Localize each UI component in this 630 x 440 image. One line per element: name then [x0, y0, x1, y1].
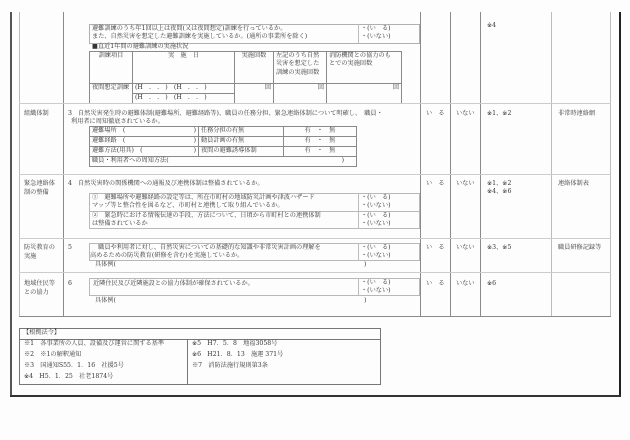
emergency-sub1-no[interactable]: ・(いない)	[361, 202, 391, 209]
education-number: 5	[68, 244, 72, 251]
drill-date-1[interactable]: (H . . ) (H . . )	[133, 84, 235, 94]
community-number: 6	[68, 280, 72, 287]
education-example-label[interactable]: 具体例(	[95, 261, 116, 268]
education-refs: ※3、※5	[487, 244, 512, 251]
row-divider-organization	[19, 103, 611, 104]
evac-night-label: 夜間の避難誘導体制	[199, 147, 284, 157]
community-question: 近隣住民及び近隣施設との協力体制が確保されているか。	[93, 280, 254, 287]
evac-night-choice[interactable]: 有 ・ 無	[284, 147, 357, 157]
drill-header-fire-line-1: 消防機関との協力のも	[329, 52, 391, 59]
education-question-line-1: 職員や利用者に対し、自然災害についての基礎的な知識や非常災害計画の理解を	[92, 244, 321, 251]
organization-no[interactable]: いない	[456, 110, 475, 117]
emergency-sub2-no[interactable]: ・(いない)	[361, 220, 391, 227]
education-yes[interactable]: い る	[426, 244, 445, 251]
community-answer-divider	[358, 278, 359, 296]
drill-header-fire-dept	[327, 52, 402, 84]
legal-basis-left-1: ※1 各事業所の人員、設備及び運営に関する基準	[24, 340, 165, 347]
row-divider-education	[19, 238, 611, 239]
education-question-line-2: 高めるための防災教育(研修を含む)を実施しているか。	[90, 252, 244, 259]
evac-mobilize-label: 動員計画の有無	[199, 137, 284, 147]
evac-method-close: )	[193, 147, 196, 154]
evac-route-label: 避難経路 (	[92, 137, 126, 144]
evac-item-place[interactable]	[90, 127, 199, 137]
community-category-line-1: 地域住民等	[24, 280, 55, 287]
emergency-sub1-line-1: ① 避難場所や避難経路の設定等は、所在市町村の地域防災計画や津波ハザード	[92, 194, 315, 201]
night-drill-answer-no[interactable]: ・(いない)	[361, 33, 391, 40]
night-drill-answer-divider	[358, 24, 359, 44]
education-answer-no[interactable]: ・(いない)	[361, 252, 391, 259]
community-refs: ※6	[487, 280, 497, 287]
organization-question-line-1: 自然災害発生時の避難体制(避難場所、避難経路等)、職員の任務分担、緊急連絡体制について明確し、 職員・	[78, 110, 383, 117]
night-drill-answer-yes[interactable]: ・(い る)	[361, 25, 391, 32]
community-category-line-2: との協力	[24, 289, 49, 296]
evac-item-route[interactable]	[90, 137, 199, 147]
evac-mobilize-choice[interactable]: 有 ・ 無	[284, 137, 357, 147]
education-docs: 職員研修記録等	[558, 244, 602, 251]
drill-date-2[interactable]: (H . . ) (H . . )	[133, 94, 235, 104]
education-category-line-2: 実施	[24, 253, 37, 260]
evac-notify-method[interactable]	[90, 157, 357, 167]
education-answer-divider	[358, 243, 359, 261]
education-answer-yes[interactable]: ・(い る)	[361, 244, 391, 251]
community-example-label[interactable]: 具体例(	[95, 297, 116, 304]
emergency-sub2-line-1: ② 緊急時における情報伝達の手段、方法について、日頃から市町村との連携体制	[92, 212, 321, 219]
emergency-yes[interactable]: い る	[426, 180, 445, 187]
drill-row-label: 夜間想定訓練	[90, 84, 133, 104]
frame-right-border	[619, 12, 621, 396]
evac-place-label: 避難場所 (	[92, 127, 126, 134]
evacuation-check-table	[89, 126, 357, 167]
legal-basis-right-1: ※5 H7．5．8 地福3058号	[192, 340, 278, 347]
emergency-question: 自然災害時の関係機関への通報及び連携体制は整備されているか。	[78, 180, 264, 187]
organization-docs: 非常時連絡網	[558, 110, 596, 117]
organization-question-line-2: 利用者に周知徹底されているか。	[71, 118, 164, 125]
evac-item-method[interactable]	[90, 147, 199, 157]
emergency-category-line-1: 緊急連絡体	[24, 180, 55, 187]
drill-header-count: 実施回数	[235, 52, 274, 84]
frame-bottom-border	[10, 395, 621, 397]
drill-natural-unit[interactable]: 回	[274, 84, 327, 104]
organization-number: 3	[68, 110, 72, 117]
community-example-close: )	[364, 297, 367, 304]
emergency-refs-line-1: ※1、※2	[487, 180, 512, 187]
legal-basis-right-3: ※7 消防法施行規則第3条	[192, 362, 268, 369]
emergency-sub1-line-2: マップ等と整合性を図るなど、市町村と連携して取り組んでいるか。	[92, 202, 284, 209]
night-drill-question-line-2: また、自然災害を想定した避難訓練を実施しているか。(通所の事業所を除く)	[92, 33, 308, 40]
education-category-line-1: 防災教育の	[24, 244, 55, 251]
evac-task-label: 任務分担の有無	[199, 127, 284, 137]
drill-fire-unit[interactable]: 回	[327, 84, 402, 104]
frame-left-border	[10, 12, 12, 396]
drill-header-natural-disaster	[274, 52, 327, 84]
drill-header-natural-line-2: 災害を想定した	[276, 60, 320, 68]
evac-route-close: )	[193, 137, 196, 144]
drill-header-natural-line-1: 左記のうち自然	[276, 52, 320, 59]
organization-yes[interactable]: い る	[426, 110, 445, 117]
evac-notify-label: 職員・利用者への周知方法(	[92, 157, 169, 164]
drill-status-table	[89, 51, 402, 104]
emergency-refs-line-2: ※4、※6	[487, 188, 512, 195]
emergency-no[interactable]: いない	[456, 180, 475, 187]
community-yes[interactable]: い る	[426, 280, 445, 287]
drill-header-item: 訓練項目	[90, 52, 133, 84]
night-drill-question-line-1: 避難訓練のうち年1回以上は夜間(又は夜間想定)訓練を行っているか。	[92, 25, 287, 32]
community-answer-no[interactable]: ・(いない)	[361, 287, 391, 294]
legal-basis-column-divider	[187, 339, 188, 385]
organization-category: 組織体制	[24, 110, 49, 117]
legal-basis-left-4: ※4 H5．1．25 社老1874号	[24, 373, 114, 380]
drill-count-unit[interactable]: 回	[235, 84, 274, 104]
evac-task-choice[interactable]: 有 ・ 無	[284, 127, 357, 137]
legal-basis-left-3: ※3 国通知S55．1．16 社援5号	[24, 362, 124, 369]
row-divider-emergency	[19, 174, 611, 175]
evac-place-close: )	[193, 127, 196, 134]
table-bottom-border	[19, 316, 611, 317]
emergency-number: 4	[68, 180, 72, 187]
legal-basis-right-2: ※6 H21．8．13 施運 371号	[192, 351, 284, 358]
emergency-category-line-2: 制の整備	[24, 189, 49, 196]
education-no[interactable]: いない	[456, 244, 475, 251]
emergency-sub1-yes[interactable]: ・(い る)	[361, 194, 391, 201]
legal-basis-left-2: ※2 ※1の解釈通知	[24, 351, 82, 358]
night-drill-subheading: ■直近1年間の避難訓練の実施状況	[92, 43, 189, 50]
emergency-sub2-line-2: は整備されているか	[92, 220, 148, 227]
emergency-answer-divider	[358, 193, 359, 229]
evac-notify-close: )	[341, 157, 344, 164]
row-divider-community	[19, 272, 611, 273]
drill-header-natural-line-3: 訓練の実施回数	[276, 68, 320, 76]
drill-header-date: 実 施 日	[133, 52, 235, 84]
emergency-sub2-yes[interactable]: ・(い る)	[361, 212, 391, 219]
community-no[interactable]: いない	[456, 280, 475, 287]
emergency-docs: 連絡体制表	[558, 180, 589, 187]
community-answer-yes[interactable]: ・(い る)	[361, 279, 391, 286]
night-drill-refs: ※4	[487, 22, 497, 29]
education-example-close: )	[364, 261, 367, 268]
evac-method-label: 避難方法(用具) (	[92, 147, 143, 154]
drill-header-fire-line-2: とでの実施回数	[329, 60, 373, 68]
organization-refs: ※1、※2	[487, 110, 512, 117]
legal-basis-title: 【根拠法令】	[23, 329, 61, 336]
